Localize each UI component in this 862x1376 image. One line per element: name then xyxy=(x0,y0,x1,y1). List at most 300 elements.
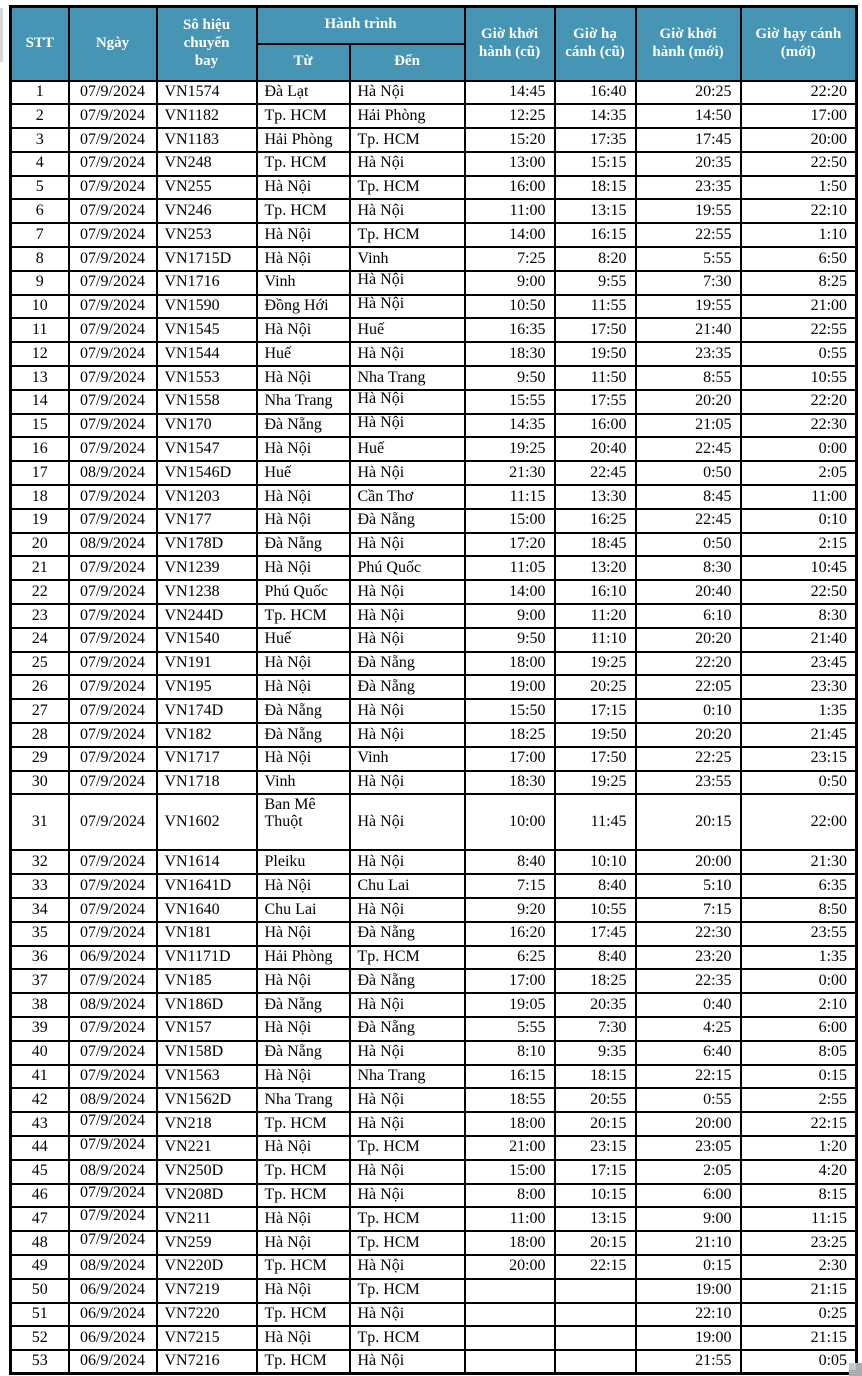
col-header-departure-new: Giờ khởi hành (mới) xyxy=(636,7,741,81)
arrival-new-cell: 8:15 xyxy=(741,1184,857,1208)
table-row xyxy=(11,747,857,771)
arrival-old-cell xyxy=(555,1279,636,1303)
arrival-new-cell: 1:50 xyxy=(741,176,857,200)
departure-new-cell: 0:10 xyxy=(636,699,741,723)
to-cell: Hà Nội xyxy=(350,295,465,319)
departure-old-cell: 9:50 xyxy=(465,628,555,652)
date-cell: 07/9/2024 xyxy=(69,1207,157,1231)
flight-number-cell: VN255 xyxy=(157,176,257,200)
departure-old-cell: 8:10 xyxy=(465,1041,555,1065)
departure-old-cell: 11:00 xyxy=(465,199,555,223)
stt-cell: 33 xyxy=(11,874,69,898)
to-cell: Hà Nội xyxy=(350,898,465,922)
arrival-old-cell: 20:55 xyxy=(555,1088,636,1112)
table-row xyxy=(11,699,857,723)
from-cell: Hải Phòng xyxy=(257,946,350,970)
to-cell: Hà Nội xyxy=(350,794,465,850)
departure-new-cell: 0:50 xyxy=(636,533,741,557)
departure-old-cell: 18:00 xyxy=(465,1112,555,1136)
departure-new-cell: 17:45 xyxy=(636,128,741,152)
date-cell: 07/9/2024 xyxy=(69,485,157,509)
to-cell: Vinh xyxy=(350,247,465,271)
col-header-from: Từ xyxy=(257,44,350,81)
table-row xyxy=(11,1231,857,1255)
date-cell: 07/9/2024 xyxy=(69,1065,157,1089)
flight-number-cell: VN1718 xyxy=(157,771,257,795)
flight-number-cell: VN1602 xyxy=(157,794,257,850)
table-row xyxy=(11,1303,857,1327)
departure-new-cell: 20:25 xyxy=(636,81,741,105)
flight-number-cell: VN1238 xyxy=(157,580,257,604)
stt-cell: 12 xyxy=(11,342,69,366)
stt-cell: 5 xyxy=(11,176,69,200)
date-cell: 08/9/2024 xyxy=(69,1160,157,1184)
arrival-old-cell: 16:25 xyxy=(555,509,636,533)
arrival-old-cell: 20:15 xyxy=(555,1231,636,1255)
to-cell: Tp. HCM xyxy=(350,946,465,970)
departure-new-cell: 7:15 xyxy=(636,898,741,922)
date-cell: 07/9/2024 xyxy=(69,271,157,295)
arrival-old-cell: 10:10 xyxy=(555,850,636,874)
table-row xyxy=(11,874,857,898)
table-row xyxy=(11,723,857,747)
arrival-old-cell: 14:35 xyxy=(555,104,636,128)
arrival-new-cell: 10:45 xyxy=(741,556,857,580)
flight-number-cell: VN248 xyxy=(157,152,257,176)
arrival-new-cell: 6:00 xyxy=(741,1017,857,1041)
flight-number-cell: VN1544 xyxy=(157,342,257,366)
arrival-new-cell: 2:55 xyxy=(741,1088,857,1112)
to-cell: Hà Nội xyxy=(350,771,465,795)
flight-number-cell: VN158D xyxy=(157,1041,257,1065)
from-cell: Huế xyxy=(257,342,350,366)
table-row xyxy=(11,675,857,699)
departure-new-cell: 22:10 xyxy=(636,1303,741,1327)
date-cell: 07/9/2024 xyxy=(69,1231,157,1255)
departure-old-cell: 13:00 xyxy=(465,152,555,176)
departure-new-cell: 20:20 xyxy=(636,628,741,652)
stt-cell: 29 xyxy=(11,747,69,771)
to-cell: Hà Nội xyxy=(350,993,465,1017)
stt-cell: 53 xyxy=(11,1350,69,1374)
from-cell: Hà Nội xyxy=(257,1279,350,1303)
arrival-new-cell: 22:00 xyxy=(741,794,857,850)
arrival-new-cell: 21:00 xyxy=(741,295,857,319)
arrival-new-cell: 8:25 xyxy=(741,271,857,295)
to-cell: Hà Nội xyxy=(350,342,465,366)
stt-cell: 37 xyxy=(11,969,69,993)
date-cell: 07/9/2024 xyxy=(69,199,157,223)
to-cell: Huế xyxy=(350,437,465,461)
from-cell: Huế xyxy=(257,461,350,485)
departure-new-cell: 8:30 xyxy=(636,556,741,580)
departure-old-cell: 15:00 xyxy=(465,509,555,533)
date-cell: 07/9/2024 xyxy=(69,128,157,152)
from-cell: Hà Nội xyxy=(257,437,350,461)
from-cell: Tp. HCM xyxy=(257,1112,350,1136)
stt-cell: 38 xyxy=(11,993,69,1017)
departure-old-cell: 18:30 xyxy=(465,342,555,366)
arrival-old-cell: 17:15 xyxy=(555,1160,636,1184)
flight-number-cell: VN1574 xyxy=(157,81,257,105)
stt-cell: 46 xyxy=(11,1184,69,1208)
arrival-new-cell: 22:55 xyxy=(741,318,857,342)
departure-new-cell: 23:35 xyxy=(636,176,741,200)
flight-number-cell: VN1239 xyxy=(157,556,257,580)
date-cell: 07/9/2024 xyxy=(69,223,157,247)
stt-cell: 27 xyxy=(11,699,69,723)
date-cell: 08/9/2024 xyxy=(69,993,157,1017)
arrival-new-cell: 22:10 xyxy=(741,199,857,223)
departure-old-cell xyxy=(465,1350,555,1374)
from-cell: Hà Nội xyxy=(257,652,350,676)
stt-cell: 3 xyxy=(11,128,69,152)
to-cell: Hà Nội xyxy=(350,604,465,628)
stt-cell: 19 xyxy=(11,509,69,533)
date-cell: 07/9/2024 xyxy=(69,366,157,390)
stt-cell: 52 xyxy=(11,1326,69,1350)
departure-new-cell: 20:35 xyxy=(636,152,741,176)
stt-cell: 49 xyxy=(11,1255,69,1279)
from-cell: Hà Nội xyxy=(257,247,350,271)
to-cell: Vinh xyxy=(350,747,465,771)
table-row xyxy=(11,414,857,438)
flight-number-cell: VN1546D xyxy=(157,461,257,485)
stt-cell: 40 xyxy=(11,1041,69,1065)
departure-old-cell: 15:00 xyxy=(465,1160,555,1184)
table-row xyxy=(11,652,857,676)
arrival-new-cell: 23:55 xyxy=(741,922,857,946)
arrival-new-cell: 0:15 xyxy=(741,1065,857,1089)
from-cell: Tp. HCM xyxy=(257,199,350,223)
arrival-old-cell: 13:15 xyxy=(555,1207,636,1231)
date-cell: 07/9/2024 xyxy=(69,104,157,128)
departure-old-cell: 12:25 xyxy=(465,104,555,128)
arrival-old-cell: 20:35 xyxy=(555,993,636,1017)
departure-old-cell: 18:00 xyxy=(465,652,555,676)
table-row xyxy=(11,485,857,509)
flight-number-cell: VN1715D xyxy=(157,247,257,271)
departure-old-cell: 14:45 xyxy=(465,81,555,105)
departure-old-cell: 14:00 xyxy=(465,580,555,604)
arrival-old-cell: 17:50 xyxy=(555,747,636,771)
from-cell: Hà Nội xyxy=(257,509,350,533)
departure-new-cell: 23:05 xyxy=(636,1136,741,1160)
arrival-old-cell: 19:25 xyxy=(555,771,636,795)
to-cell: Hà Nội xyxy=(350,390,465,414)
flight-number-cell: VN7220 xyxy=(157,1303,257,1327)
arrival-old-cell: 9:55 xyxy=(555,271,636,295)
date-cell: 07/9/2024 xyxy=(69,295,157,319)
arrival-new-cell: 0:00 xyxy=(741,969,857,993)
flight-number-cell: VN178D xyxy=(157,533,257,557)
screenshot-corner-artifact-inner xyxy=(849,1363,856,1370)
departure-old-cell: 9:50 xyxy=(465,366,555,390)
departure-new-cell: 0:50 xyxy=(636,461,741,485)
arrival-new-cell: 23:15 xyxy=(741,747,857,771)
date-cell: 06/9/2024 xyxy=(69,1279,157,1303)
date-cell: 07/9/2024 xyxy=(69,1041,157,1065)
table-row xyxy=(11,1326,857,1350)
arrival-new-cell: 11:00 xyxy=(741,485,857,509)
date-cell: 07/9/2024 xyxy=(69,390,157,414)
flight-number-cell: VN250D xyxy=(157,1160,257,1184)
departure-new-cell: 20:00 xyxy=(636,850,741,874)
table-header xyxy=(11,7,857,81)
stt-cell: 51 xyxy=(11,1303,69,1327)
flight-number-cell: VN1203 xyxy=(157,485,257,509)
arrival-old-cell: 16:10 xyxy=(555,580,636,604)
departure-new-cell: 9:00 xyxy=(636,1207,741,1231)
arrival-old-cell: 10:55 xyxy=(555,898,636,922)
from-cell: Hà Nội xyxy=(257,1017,350,1041)
arrival-new-cell: 21:40 xyxy=(741,628,857,652)
flight-number-cell: VN253 xyxy=(157,223,257,247)
arrival-old-cell: 13:30 xyxy=(555,485,636,509)
date-cell: 08/9/2024 xyxy=(69,461,157,485)
table-row xyxy=(11,1350,857,1374)
table-row xyxy=(11,1136,857,1160)
arrival-new-cell: 22:50 xyxy=(741,152,857,176)
from-cell: Nha Trang xyxy=(257,390,350,414)
from-cell: Hà Nội xyxy=(257,485,350,509)
arrival-new-cell: 0:55 xyxy=(741,342,857,366)
to-cell: Chu Lai xyxy=(350,874,465,898)
to-cell: Đà Nẵng xyxy=(350,969,465,993)
to-cell: Hà Nội xyxy=(350,699,465,723)
from-cell: Phú Quốc xyxy=(257,580,350,604)
from-cell: Hà Nội xyxy=(257,1065,350,1089)
from-cell: Hà Nội xyxy=(257,1136,350,1160)
from-cell: Tp. HCM xyxy=(257,1350,350,1374)
col-header-stt: STT xyxy=(11,7,69,81)
arrival-new-cell: 10:55 xyxy=(741,366,857,390)
from-cell: Đà Nẵng xyxy=(257,993,350,1017)
date-cell: 07/9/2024 xyxy=(69,318,157,342)
arrival-new-cell: 2:05 xyxy=(741,461,857,485)
flight-number-cell: VN1640 xyxy=(157,898,257,922)
flight-number-cell: VN186D xyxy=(157,993,257,1017)
arrival-old-cell: 16:00 xyxy=(555,414,636,438)
from-cell: Vinh xyxy=(257,771,350,795)
table-row xyxy=(11,1160,857,1184)
departure-old-cell: 8:00 xyxy=(465,1184,555,1208)
from-cell: Đà Nẵng xyxy=(257,699,350,723)
arrival-old-cell: 11:10 xyxy=(555,628,636,652)
stt-cell: 4 xyxy=(11,152,69,176)
from-cell: Hà Nội xyxy=(257,318,350,342)
stt-cell: 32 xyxy=(11,850,69,874)
table-row xyxy=(11,366,857,390)
stt-cell: 28 xyxy=(11,723,69,747)
flight-number-cell: VN157 xyxy=(157,1017,257,1041)
flight-number-cell: VN1553 xyxy=(157,366,257,390)
from-cell: Đà Nẵng xyxy=(257,414,350,438)
departure-old-cell: 19:25 xyxy=(465,437,555,461)
arrival-new-cell: 0:05 xyxy=(741,1350,857,1374)
stt-cell: 10 xyxy=(11,295,69,319)
arrival-new-cell: 8:05 xyxy=(741,1041,857,1065)
departure-new-cell: 22:55 xyxy=(636,223,741,247)
departure-old-cell: 19:00 xyxy=(465,675,555,699)
stt-cell: 2 xyxy=(11,104,69,128)
table-row xyxy=(11,1255,857,1279)
arrival-old-cell xyxy=(555,1326,636,1350)
arrival-old-cell xyxy=(555,1350,636,1374)
arrival-old-cell: 23:15 xyxy=(555,1136,636,1160)
date-cell: 07/9/2024 xyxy=(69,628,157,652)
to-cell: Hà Nội xyxy=(350,1112,465,1136)
from-cell: Ban Mê Thuột xyxy=(257,794,350,850)
stt-cell: 47 xyxy=(11,1207,69,1231)
table-row xyxy=(11,128,857,152)
flight-number-cell: VN170 xyxy=(157,414,257,438)
from-cell: Hà Nội xyxy=(257,223,350,247)
date-cell: 07/9/2024 xyxy=(69,437,157,461)
to-cell: Hà Nội xyxy=(350,1255,465,1279)
departure-new-cell: 20:40 xyxy=(636,580,741,604)
date-cell: 07/9/2024 xyxy=(69,247,157,271)
departure-new-cell: 23:20 xyxy=(636,946,741,970)
departure-new-cell: 21:40 xyxy=(636,318,741,342)
arrival-old-cell: 18:15 xyxy=(555,176,636,200)
flight-number-cell: VN246 xyxy=(157,199,257,223)
departure-new-cell: 23:35 xyxy=(636,342,741,366)
stt-cell: 23 xyxy=(11,604,69,628)
stt-cell: 42 xyxy=(11,1088,69,1112)
arrival-old-cell: 17:45 xyxy=(555,922,636,946)
stt-cell: 35 xyxy=(11,922,69,946)
arrival-old-cell: 8:40 xyxy=(555,874,636,898)
from-cell: Huế xyxy=(257,628,350,652)
arrival-new-cell: 2:15 xyxy=(741,533,857,557)
departure-new-cell: 20:20 xyxy=(636,723,741,747)
table-row xyxy=(11,898,857,922)
departure-old-cell: 7:15 xyxy=(465,874,555,898)
arrival-new-cell: 22:20 xyxy=(741,390,857,414)
departure-new-cell: 22:25 xyxy=(636,747,741,771)
stt-cell: 9 xyxy=(11,271,69,295)
date-cell: 07/9/2024 xyxy=(69,898,157,922)
to-cell: Hà Nội xyxy=(350,1303,465,1327)
arrival-old-cell: 9:35 xyxy=(555,1041,636,1065)
arrival-old-cell: 16:40 xyxy=(555,81,636,105)
flight-number-cell: VN1171D xyxy=(157,946,257,970)
date-cell: 06/9/2024 xyxy=(69,1303,157,1327)
flight-number-cell: VN208D xyxy=(157,1184,257,1208)
flight-number-cell: VN211 xyxy=(157,1207,257,1231)
table-row xyxy=(11,604,857,628)
flight-number-cell: VN1540 xyxy=(157,628,257,652)
table-row xyxy=(11,1088,857,1112)
departure-new-cell: 14:50 xyxy=(636,104,741,128)
to-cell: Tp. HCM xyxy=(350,1279,465,1303)
table-row xyxy=(11,247,857,271)
to-cell: Hà Nội xyxy=(350,1350,465,1374)
departure-old-cell: 16:20 xyxy=(465,922,555,946)
table-row xyxy=(11,152,857,176)
from-cell: Tp. HCM xyxy=(257,152,350,176)
departure-new-cell: 19:00 xyxy=(636,1326,741,1350)
arrival-new-cell: 8:50 xyxy=(741,898,857,922)
date-cell: 07/9/2024 xyxy=(69,922,157,946)
table-row xyxy=(11,461,857,485)
arrival-old-cell: 10:15 xyxy=(555,1184,636,1208)
departure-old-cell: 9:00 xyxy=(465,271,555,295)
arrival-old-cell: 20:15 xyxy=(555,1112,636,1136)
date-cell: 07/9/2024 xyxy=(69,675,157,699)
departure-old-cell: 19:05 xyxy=(465,993,555,1017)
table-row xyxy=(11,390,857,414)
stt-cell: 16 xyxy=(11,437,69,461)
date-cell: 07/9/2024 xyxy=(69,747,157,771)
arrival-old-cell: 17:35 xyxy=(555,128,636,152)
from-cell: Tp. HCM xyxy=(257,1184,350,1208)
stt-cell: 36 xyxy=(11,946,69,970)
stt-cell: 34 xyxy=(11,898,69,922)
date-cell: 07/9/2024 xyxy=(69,723,157,747)
arrival-old-cell: 11:50 xyxy=(555,366,636,390)
arrival-new-cell: 1:20 xyxy=(741,1136,857,1160)
table-row xyxy=(11,993,857,1017)
date-cell: 07/9/2024 xyxy=(69,556,157,580)
arrival-new-cell: 0:25 xyxy=(741,1303,857,1327)
table-row xyxy=(11,1207,857,1231)
from-cell: Đà Nẵng xyxy=(257,1041,350,1065)
stt-cell: 13 xyxy=(11,366,69,390)
departure-old-cell: 9:00 xyxy=(465,604,555,628)
arrival-old-cell: 11:55 xyxy=(555,295,636,319)
from-cell: Tp. HCM xyxy=(257,1303,350,1327)
arrival-new-cell: 21:45 xyxy=(741,723,857,747)
departure-old-cell xyxy=(465,1279,555,1303)
arrival-new-cell: 23:30 xyxy=(741,675,857,699)
from-cell: Tp. HCM xyxy=(257,104,350,128)
flight-number-cell: VN1183 xyxy=(157,128,257,152)
flight-number-cell: VN182 xyxy=(157,723,257,747)
date-cell: 07/9/2024 xyxy=(69,1112,157,1136)
table-row xyxy=(11,176,857,200)
table-body xyxy=(11,81,857,1374)
departure-new-cell: 2:05 xyxy=(636,1160,741,1184)
flight-number-cell: VN1558 xyxy=(157,390,257,414)
table-row xyxy=(11,794,857,850)
arrival-new-cell: 1:35 xyxy=(741,946,857,970)
stt-cell: 50 xyxy=(11,1279,69,1303)
stt-cell: 25 xyxy=(11,652,69,676)
departure-old-cell xyxy=(465,1303,555,1327)
from-cell: Vinh xyxy=(257,271,350,295)
arrival-old-cell: 19:50 xyxy=(555,723,636,747)
stt-cell: 30 xyxy=(11,771,69,795)
arrival-old-cell: 17:50 xyxy=(555,318,636,342)
arrival-old-cell: 20:40 xyxy=(555,437,636,461)
departure-old-cell: 5:55 xyxy=(465,1017,555,1041)
departure-new-cell: 20:20 xyxy=(636,390,741,414)
from-cell: Hà Nội xyxy=(257,1326,350,1350)
table-row xyxy=(11,1041,857,1065)
to-cell: Hà Nội xyxy=(350,533,465,557)
date-cell: 07/9/2024 xyxy=(69,81,157,105)
arrival-old-cell: 8:40 xyxy=(555,946,636,970)
departure-old-cell: 18:55 xyxy=(465,1088,555,1112)
arrival-old-cell: 22:15 xyxy=(555,1255,636,1279)
arrival-new-cell: 2:10 xyxy=(741,993,857,1017)
departure-new-cell: 20:00 xyxy=(636,1112,741,1136)
to-cell: Nha Trang xyxy=(350,1065,465,1089)
to-cell: Đà Nẵng xyxy=(350,922,465,946)
departure-old-cell: 17:20 xyxy=(465,533,555,557)
